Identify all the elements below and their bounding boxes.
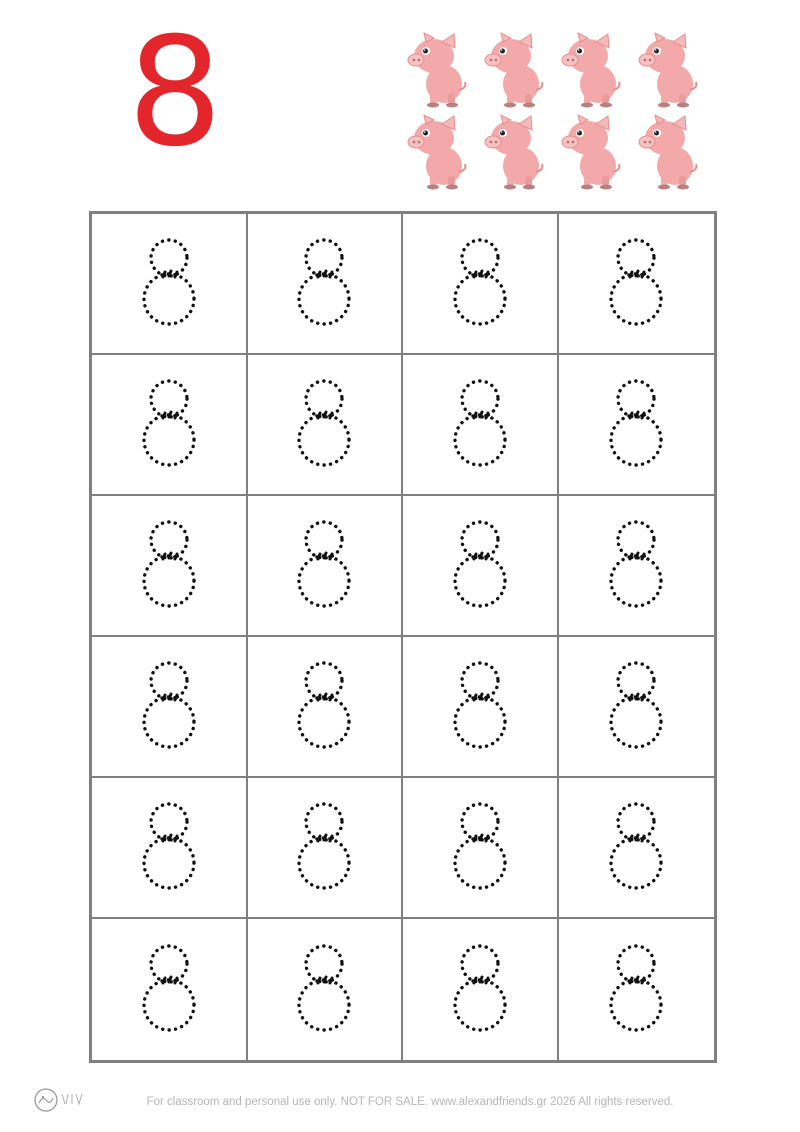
dotted-eight-trace [445, 372, 515, 477]
dotted-eight-trace [445, 937, 515, 1042]
dotted-eight-trace [601, 795, 671, 900]
worksheet-number: 8 [127, 6, 223, 180]
trace-cell [248, 214, 404, 355]
dotted-eight-trace [445, 654, 515, 759]
pig-icon [475, 110, 552, 192]
dotted-eight-trace [289, 372, 359, 477]
trace-cell [92, 496, 248, 637]
trace-cell [92, 919, 248, 1060]
pig-icon [475, 28, 552, 110]
footer [0, 1086, 800, 1116]
trace-cell [248, 637, 404, 778]
trace-cell [403, 778, 559, 919]
dotted-eight-trace [601, 231, 671, 336]
trace-cell [92, 214, 248, 355]
dotted-eight-trace [445, 795, 515, 900]
trace-cell [403, 355, 559, 496]
tracing-grid [89, 211, 717, 1063]
dotted-eight-trace [289, 937, 359, 1042]
trace-cell [248, 496, 404, 637]
trace-cell [92, 355, 248, 496]
dotted-eight-trace [134, 795, 204, 900]
trace-cell [559, 637, 715, 778]
trace-cell [559, 214, 715, 355]
pig-icon [552, 110, 629, 192]
pig-counters [398, 28, 706, 193]
dotted-eight-trace [289, 231, 359, 336]
dotted-eight-trace [601, 372, 671, 477]
pig-icon [398, 110, 475, 192]
trace-cell [248, 919, 404, 1060]
pig-icon [552, 28, 629, 110]
dotted-eight-trace [134, 513, 204, 618]
trace-cell [559, 496, 715, 637]
dotted-eight-trace [289, 513, 359, 618]
dotted-eight-trace [134, 231, 204, 336]
dotted-eight-trace [289, 795, 359, 900]
pig-icon [629, 110, 706, 192]
trace-cell [403, 637, 559, 778]
dotted-eight-trace [601, 513, 671, 618]
dotted-eight-trace [289, 654, 359, 759]
trace-cell [403, 919, 559, 1060]
trace-cell [559, 778, 715, 919]
dotted-eight-trace [134, 937, 204, 1042]
pig-icon [629, 28, 706, 110]
dotted-eight-trace [445, 513, 515, 618]
trace-cell [92, 637, 248, 778]
pig-icon [398, 28, 475, 110]
dotted-eight-trace [601, 654, 671, 759]
trace-cell [248, 778, 404, 919]
footer-text: For classroom and personal use only. NOT FOR SALE. www.alexandfriends.gr 2026 All rights reserved. [146, 1096, 674, 1108]
trace-cell [248, 355, 404, 496]
dotted-eight-trace [134, 654, 204, 759]
trace-cell [403, 496, 559, 637]
trace-cell [559, 919, 715, 1060]
trace-cell [92, 778, 248, 919]
trace-cell [403, 214, 559, 355]
trace-cell [559, 355, 715, 496]
dotted-eight-trace [601, 937, 671, 1042]
dotted-eight-trace [445, 231, 515, 336]
dotted-eight-trace [134, 372, 204, 477]
logo [32, 1086, 88, 1114]
